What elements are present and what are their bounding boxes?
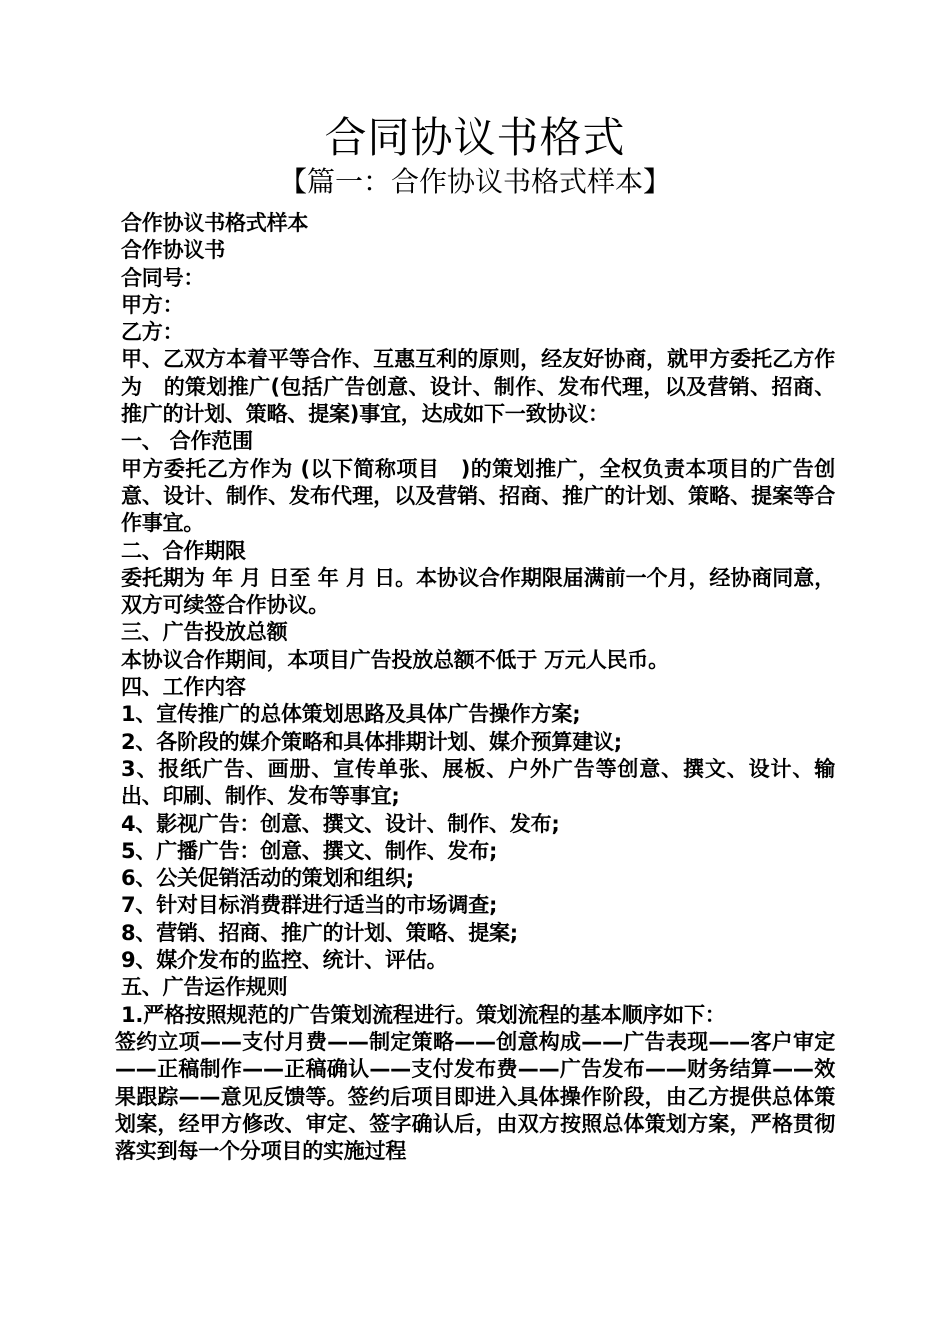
list-item: 6、公关促销活动的策划和组织; — [121, 866, 415, 891]
list-item: 9、媒介发布的监控、统计、评估。 — [121, 948, 448, 973]
paragraph-heading: 合作协议书 — [121, 238, 225, 263]
preamble-paragraph: 甲、乙双方本着平等合作、互惠互利的原则，经友好协商，就甲方委托乙方作为 的策划推广(包括广告创意、设计、制作、发布代理，以及营销、招商、推广的计划、策略、提案)事宜，达成如下一致协议： — [121, 347, 835, 427]
paragraph: 1.严格按照规范的广告策划流程进行。策划流程的基本顺序如下： — [121, 1002, 726, 1027]
party-b-line: 乙方： — [121, 320, 184, 345]
list-item: 1、宣传推广的总体策划思路及具体广告操作方案; — [121, 702, 581, 727]
paragraph: 甲方委托乙方作为 (以下简称项目 )的策划推广，全权负责本项目的广告创意、设计、制作、发布代理，以及营销、招商、推广的计划、策略、提案等合作事宜。 — [121, 456, 835, 536]
section-heading: 三、广告投放总额 — [121, 620, 288, 645]
section-heading: 四、工作内容 — [121, 675, 246, 700]
section-heading: 五、广告运作规则 — [121, 975, 288, 1000]
section-heading: 一、 合作范围 — [121, 429, 253, 454]
list-item: 7、针对目标消费群进行适当的市场调查; — [121, 893, 498, 918]
paragraph: 本协议合作期间，本项目广告投放总额不低于 万元人民币。 — [121, 647, 669, 672]
contract-number-line: 合同号： — [121, 265, 205, 290]
document-subtitle: 【篇一：合作协议书格式样本】 — [278, 165, 671, 198]
paragraph: 签约立项——支付月费——制定策略——创意构成——广告表现——客户审定——正稿制作——正稿确认——支付发布费——广告发布——财务结算——效果跟踪——意见反馈等。签约后项目即进入具体操作阶段，由乙方提供总体策划案，经甲方修改、审定、签字确认后，由双方按照总体策划方案，严格贯彻落实到每一个分项目的实施过程 — [115, 1029, 835, 1164]
party-a-line: 甲方： — [121, 292, 184, 317]
list-item: 8、营销、招商、推广的计划、策略、提案; — [121, 920, 519, 945]
section-heading: 二、合作期限 — [121, 538, 246, 563]
list-item: 3、报纸广告、画册、宣传单张、展板、户外广告等创意、撰文、设计、输出、印刷、制作、发布等事宜; — [121, 756, 835, 809]
list-item: 4、影视广告：创意、撰文、设计、制作、发布; — [121, 811, 560, 836]
list-item: 2、各阶段的媒介策略和具体排期计划、媒介预算建议; — [121, 729, 623, 754]
document-body — [115, 210, 835, 1165]
paragraph: 委托期为 年 月 日至 年 月 日。本协议合作期限届满前一个月，经协商同意，双方可续签合作协议。 — [121, 565, 835, 618]
document-title: 合同协议书格式 — [324, 113, 626, 162]
document-page — [115, 112, 835, 1165]
paragraph-heading: 合作协议书格式样本 — [121, 211, 309, 235]
list-item: 5、广播广告：创意、撰文、制作、发布; — [121, 838, 498, 863]
